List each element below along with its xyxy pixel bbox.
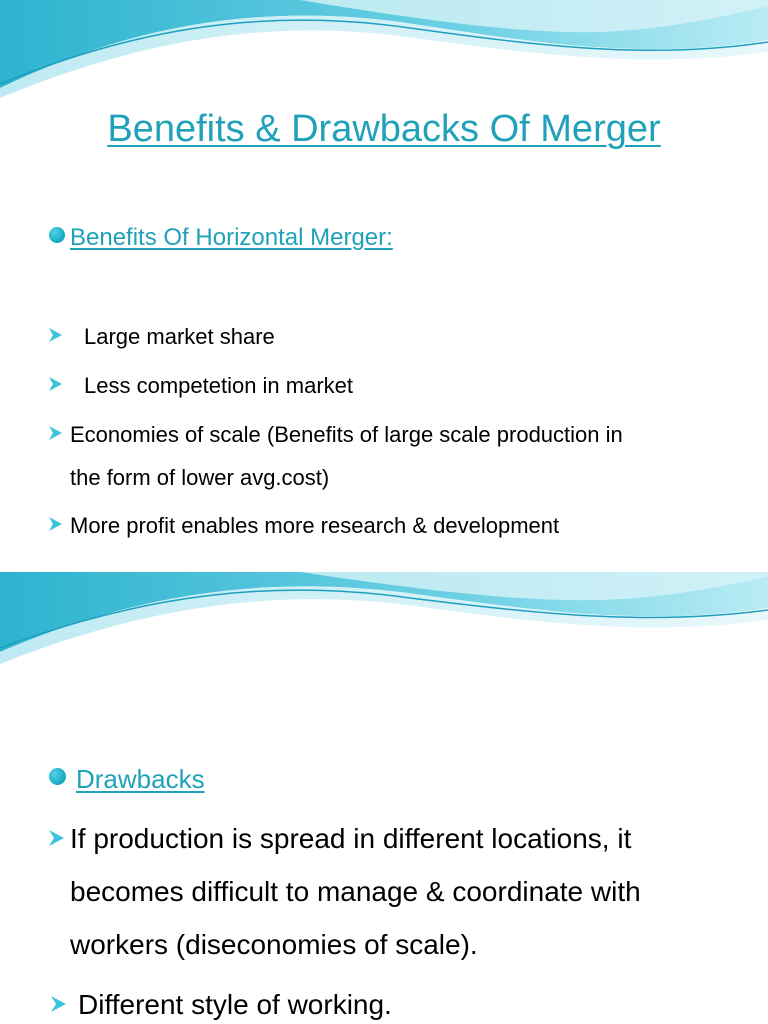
bullet-dot-icon xyxy=(49,768,66,785)
bullet-text-continuation: becomes difficult to manage & coordinate with xyxy=(70,876,641,907)
bullet-dot-icon xyxy=(49,227,65,243)
bullet-text: Large market share xyxy=(84,324,275,349)
section-heading-drawbacks: Drawbacks xyxy=(76,764,205,794)
bullet-text: Economies of scale (Benefits of large scale production in xyxy=(70,422,623,447)
bullet-text-continuation: the form of lower avg.cost) xyxy=(70,465,330,490)
bullet-text-continuation: workers (diseconomies of scale). xyxy=(70,929,478,960)
bullet-text: If production is spread in different locations, it xyxy=(70,823,632,854)
section-heading-benefits: Benefits Of Horizontal Merger: xyxy=(70,224,393,251)
bullet-text: Less competetion in market xyxy=(84,373,354,398)
slide-title: Benefits & Drawbacks Of Merger xyxy=(107,108,661,150)
bullet-text: Different style of working. xyxy=(78,989,392,1020)
bullet-text: More profit enables more research & development xyxy=(70,513,560,538)
header-wave-decoration xyxy=(0,0,768,110)
slide-2 xyxy=(0,572,768,1024)
header-wave-decoration xyxy=(0,572,768,672)
